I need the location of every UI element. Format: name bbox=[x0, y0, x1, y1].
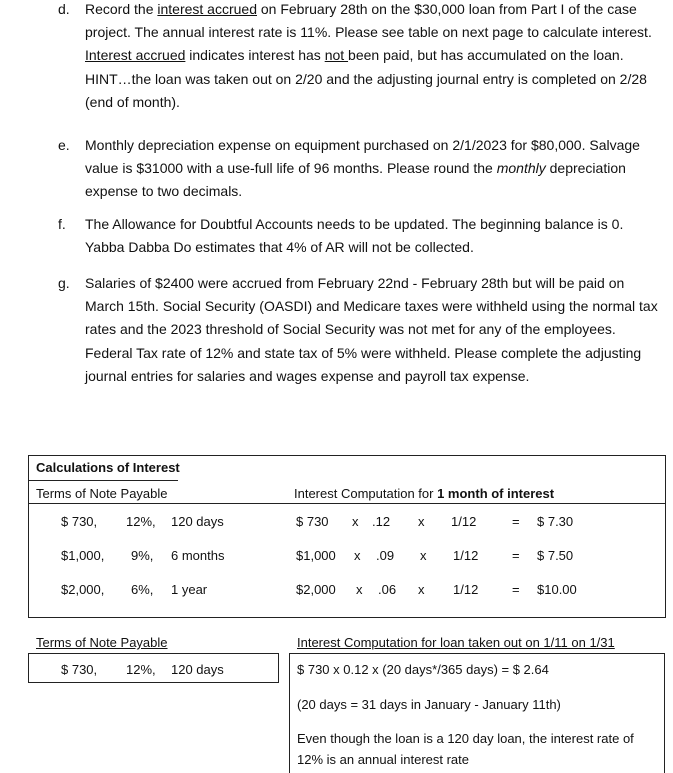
item-letter: d. bbox=[58, 1, 70, 17]
item-letter: g. bbox=[58, 275, 70, 291]
divider bbox=[28, 503, 665, 504]
item-text: Salaries of $2400 were accrued from February 22nd - February 28th but will be paid on March 15th. Social Security (OASDI) and Medicare taxes were withheld using the normal tax rates and the 2023 threshold of Social Security was not met for any of the employees. Federal Tax rate of 12% and state tax of 5% were withheld. Please complete the adjusting journal entries for salaries and wages expense and payroll tax expense. bbox=[85, 275, 658, 384]
divider bbox=[664, 653, 665, 773]
right-header: Interest Computation for 1 month of interest bbox=[294, 486, 555, 501]
divider bbox=[278, 653, 279, 683]
divider bbox=[28, 480, 178, 481]
item-text: The Allowance for Doubtful Accounts needs to be updated. The beginning balance is 0. Yabba Dabba Do estimates that 4% of AR will not be collected. bbox=[85, 216, 624, 256]
right-header: Interest Computation for loan taken out on 1/11 on 1/31 bbox=[297, 635, 615, 650]
term: 120 days bbox=[171, 662, 224, 677]
table-title: Calculations of Interest bbox=[36, 460, 180, 475]
divider bbox=[28, 653, 278, 654]
left-header: Terms of Note Payable bbox=[36, 635, 168, 650]
rate: 12%, bbox=[126, 662, 156, 677]
divider bbox=[28, 682, 278, 683]
note: (20 days = 31 days in January - January 11th) bbox=[297, 697, 561, 712]
divider bbox=[28, 653, 29, 683]
note-2b: 12% is an annual interest rate bbox=[297, 752, 469, 767]
formula: $ 730 x 0.12 x (20 days*/365 days) = $ 2.64 bbox=[297, 662, 549, 677]
item-text: Monthly depreciation expense on equipment purchased on 2/1/2023 for $80,000. Salvage value is $31000 with a use-full life of 96 months. Please round the monthly depreciation expense to two decimals. bbox=[85, 137, 640, 200]
item-letter: e. bbox=[58, 137, 70, 153]
note-2a: Even though the loan is a 120 day loan, the interest rate of bbox=[297, 731, 634, 746]
amount: $ 730, bbox=[61, 662, 98, 677]
item-letter: f. bbox=[58, 216, 66, 232]
left-header: Terms of Note Payable bbox=[36, 486, 168, 501]
item-text: Record the interest accrued on February 28th on the $30,000 loan from Part I of the case project. The annual interest rate is 11%. Please see table on next page to calculate interest. Interest accrued indicates interest has not been paid, but has accumulated on the loan. HINT…the loan was taken out on 2/20 and the adjusting journal entry is completed on 2/28 (end of month). bbox=[85, 1, 652, 110]
divider bbox=[289, 653, 290, 773]
divider bbox=[289, 653, 664, 654]
